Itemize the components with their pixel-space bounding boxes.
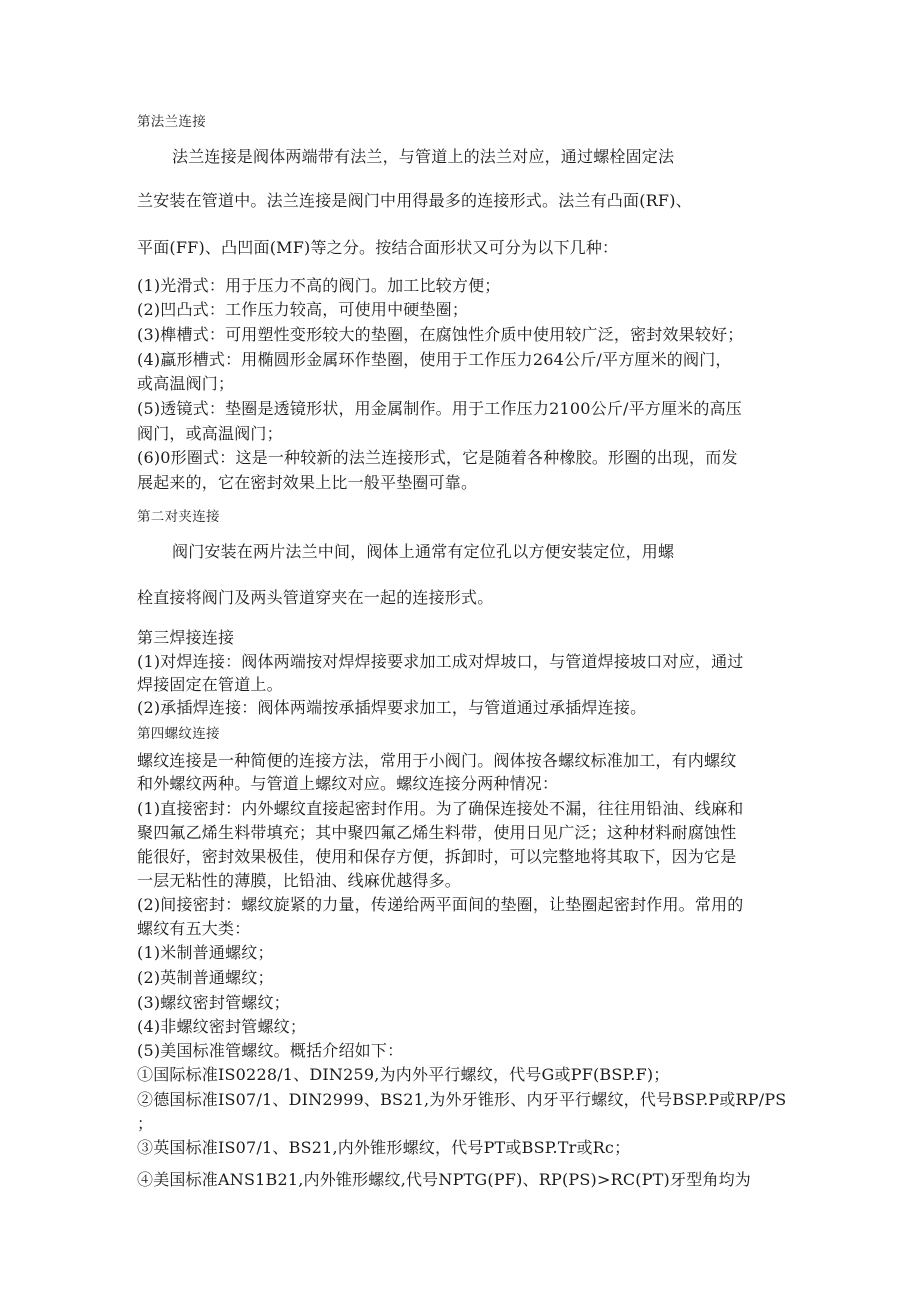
list-item: ②德国标准IS07/1、DIN2999、BS21,为外牙锥形、内牙平行螺纹，代号BSP.P或RP/PS	[137, 1090, 787, 1109]
section-heading-weld: 第三焊接连接	[137, 628, 235, 647]
paragraph-line: 栓直接将阀门及两头管道穿夹在一起的连接形式。	[137, 588, 494, 607]
list-item: (4)蠃形槽式：用椭圆形金属环作垫圈，使用于工作压力264公斤/平方厘米的阀门，	[137, 350, 732, 369]
list-item: ③英国标准IS07/1、BS21,内外锥形螺纹，代号PT或BSP.Tr或Rc；	[137, 1138, 631, 1157]
paragraph-line: 法兰连接是阀体两端带有法兰，与管道上的法兰对应，通过螺栓固定法	[172, 147, 675, 166]
list-item: (4)非螺纹密封管螺纹；	[137, 1017, 307, 1036]
paragraph-line: 焊接固定在管道上。	[137, 675, 283, 694]
section-heading-flange: 第法兰连接	[137, 114, 206, 130]
list-item: 阀门，或高温阀门；	[137, 424, 283, 443]
paragraph-line: 一层无粘性的薄膜，比铅油、线麻优越得多。	[137, 871, 462, 890]
list-item: (5)美国标准管螺纹。概括介绍如下：	[137, 1041, 404, 1060]
paragraph-line: (1)对焊连接：阀体两端按对焊焊接要求加工成对焊坡口，与管道焊接坡口对应，通过	[137, 652, 744, 671]
list-item: (1)光滑式：用于压力不高的阀门。加工比较方便；	[137, 276, 501, 295]
paragraph-line: 平面(FF)、凸凹面(MF)等之分。按结合面形状又可分为以下几种：	[137, 238, 619, 257]
paragraph-line: 阀门安装在两片法兰中间，阀体上通常有定位孔以方便安装定位，用螺	[172, 542, 675, 561]
list-item: (3)螺纹密封管螺纹；	[137, 993, 290, 1012]
paragraph-line: 和外螺纹两种。与管道上螺纹对应。螺纹连接分两种情况：	[137, 774, 559, 793]
list-item: (2)凹凸式：工作压力较高，可使用中硬垫圈；	[137, 300, 469, 319]
list-item: (2)英制普通螺纹；	[137, 968, 274, 987]
paragraph-line: 兰安装在管道中。法兰连接是阀门中用得最多的连接形式。法兰有凸面(RF)、	[137, 191, 692, 210]
list-item: (3)榫槽式：可用塑性变形较大的垫圈，在腐蚀性介质中使用较广泛，密封效果较好；	[137, 325, 744, 344]
list-item: (6)0形圈式：这是一种较新的法兰连接形式，它是随着各种橡胶。形圈的出现，而发	[137, 448, 738, 467]
list-item: ①国际标准IS0228/1、DIN259,为内外平行螺纹，代号G或PF(BSP.F)；	[137, 1065, 670, 1084]
list-item: (5)透镜式：垫圈是透镜形状，用金属制作。用于工作压力2100公斤/平方厘米的高压	[137, 399, 742, 418]
list-item: ；	[137, 1114, 154, 1133]
paragraph-line: 螺纹有五大类：	[137, 919, 251, 938]
paragraph-line: 能很好，密封效果极佳，使用和保存方便，拆卸时，可以完整地将其取下，因为它是	[137, 847, 737, 866]
paragraph-line: (2)间接密封：螺纹旋紧的力量，传递给两平面间的垫圈，让垫圈起密封作用。常用的	[137, 895, 744, 914]
list-item: 展起来的，它在密封效果上比一般平垫圈可靠。	[137, 473, 478, 492]
paragraph-line: 聚四氟乙烯生料带填充；其中聚四氟乙烯生料带，使用日见广泛；这种材料耐腐蚀性	[137, 823, 737, 842]
list-item: (1)米制普通螺纹；	[137, 943, 274, 962]
paragraph-line: 螺纹连接是一种简便的连接方法，常用于小阀门。阀体按各螺纹标准加工，有内螺纹	[137, 751, 737, 770]
section-heading-wafer: 第二对夹连接	[137, 509, 220, 525]
paragraph-line: (2)承插焊连接：阀体两端按承插焊要求加工，与管道通过承插焊连接。	[137, 698, 647, 717]
list-item: ④美国标准ANS1B21,内外锥形螺纹,代号NPTG(PF)、RP(PS)>RC(PT)牙型角均为	[137, 1170, 751, 1189]
list-item: 或高温阀门；	[137, 374, 235, 393]
section-heading-thread: 第四螺纹连接	[137, 726, 220, 742]
paragraph-line: (1)直接密封：内外螺纹直接起密封作用。为了确保连接处不漏，往往用铅油、线麻和	[137, 799, 744, 818]
